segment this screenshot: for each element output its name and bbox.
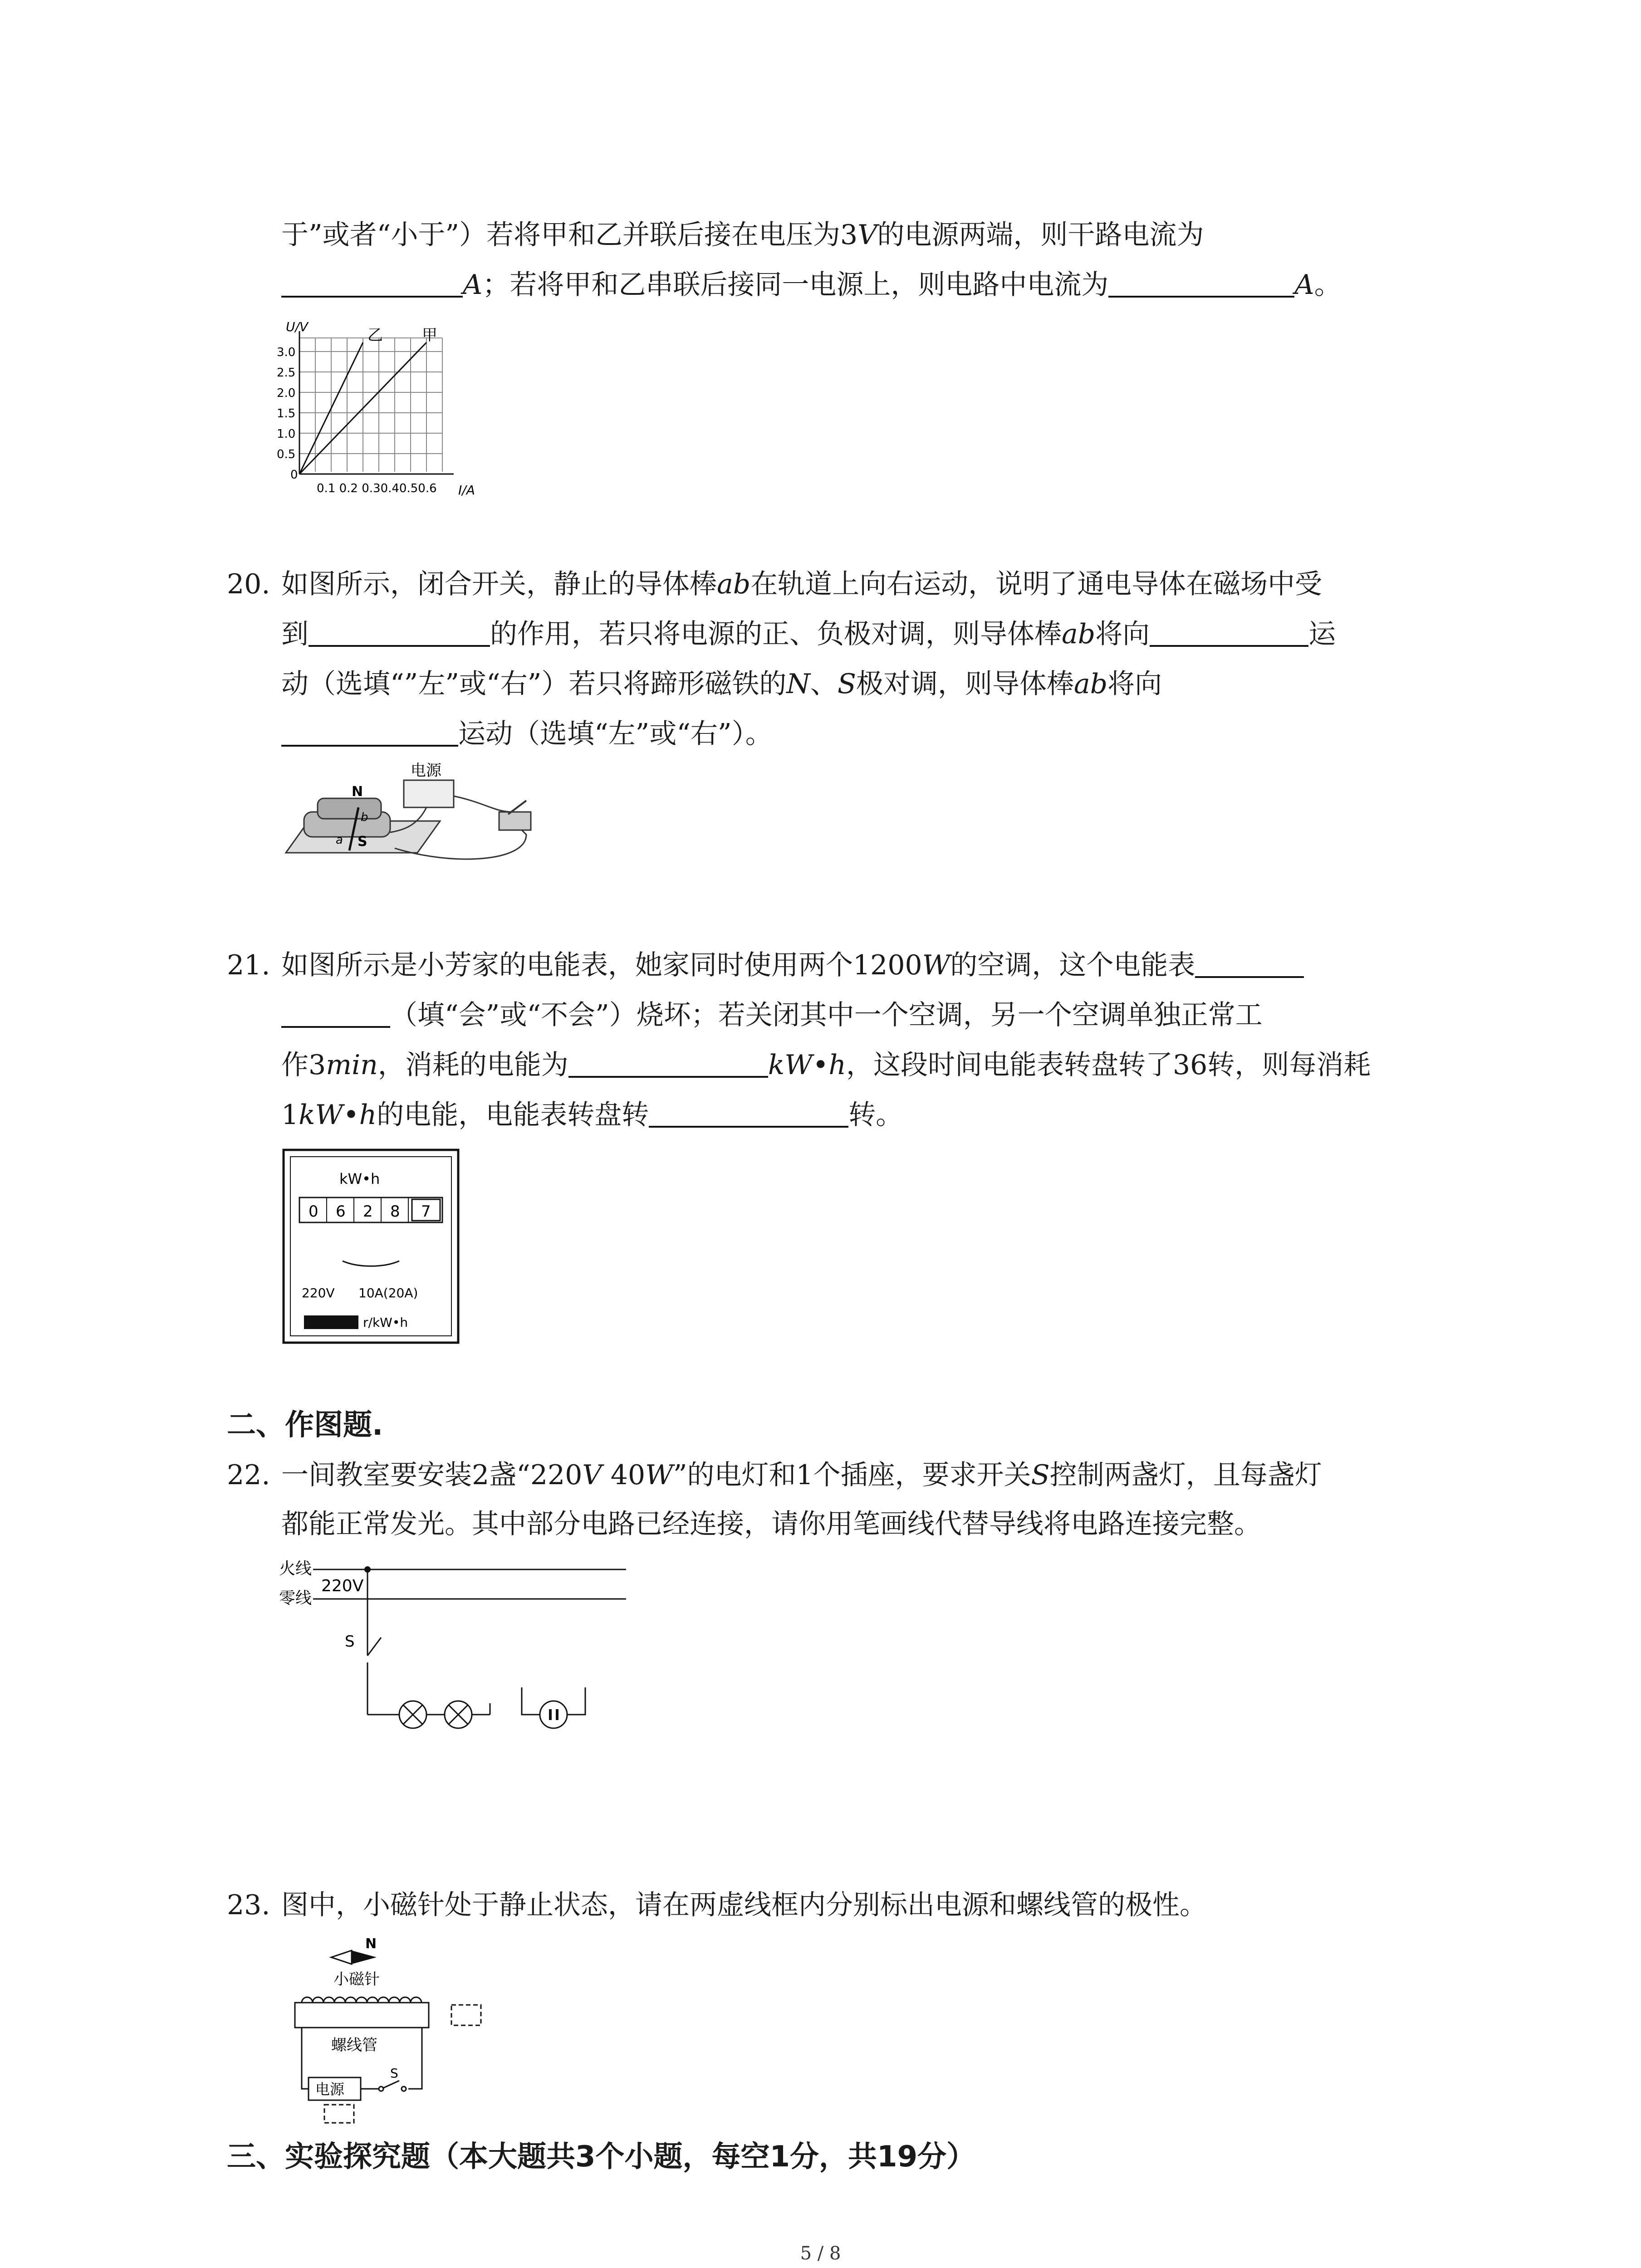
q20-line4 <box>281 716 773 752</box>
q20-text: 将向 <box>1095 618 1150 650</box>
meter-digit: 0 <box>309 1202 318 1221</box>
answer-blank-3[interactable] <box>309 617 490 647</box>
y-tick: 1.5 <box>277 407 296 420</box>
q20-text: 、 <box>810 668 838 700</box>
magnet-n-label: N <box>352 784 363 800</box>
switch-s: S <box>1031 1459 1050 1491</box>
q21-line1 <box>281 947 1304 983</box>
unit-kwh: kW•h <box>299 1099 377 1131</box>
q22-text: 都能正常发光。其中部分电路已经连接，请你用笔画线代替导线将电路连接完整。 <box>281 1508 1261 1540</box>
x-ticks: 0.1 0.2 0.30.40.50.6 <box>317 482 437 495</box>
meter-current: 10A(20A) <box>358 1286 418 1300</box>
q20-number: 20. <box>227 568 270 600</box>
voltage-label: 220V <box>321 1577 364 1595</box>
unit-w: W <box>645 1459 673 1491</box>
power-label: 电源 <box>315 2081 345 2098</box>
switch-label: S <box>390 2066 398 2081</box>
y-tick: 0.5 <box>277 448 296 461</box>
q19-ui-graph <box>272 318 508 508</box>
q21-text: ，消耗的电能为 <box>377 1049 568 1081</box>
q21-text: 如图所示是小芳家的电能表，她家同时使用两个1200 <box>281 949 922 981</box>
x-axis-label: I/A <box>458 483 475 498</box>
q19-line2 <box>281 267 1342 303</box>
q21-number: 21. <box>227 949 270 981</box>
q20-text: 到 <box>281 618 309 650</box>
meter-digit: 8 <box>390 1202 400 1221</box>
meter-covered-value <box>304 1315 358 1329</box>
meter-digit: 2 <box>363 1202 373 1221</box>
q19-text: 的电源两端，则干路电流为 <box>877 219 1204 251</box>
q23-figure[interactable] <box>281 1935 495 2125</box>
answer-blank-4[interactable] <box>1150 617 1308 647</box>
q22-circuit[interactable] <box>277 1551 631 1742</box>
meter-rev-unit: r/kW•h <box>363 1315 408 1330</box>
coil-label: 螺线管 <box>331 2036 377 2054</box>
origin-label: 0 <box>290 468 298 482</box>
q21-text: 的空调，这个电能表 <box>950 949 1195 981</box>
y-tick: 3.0 <box>277 346 296 359</box>
section-2-title: 二、作图题. <box>227 1408 383 1442</box>
unit-a: A <box>463 269 483 301</box>
unit-v: V <box>857 219 877 251</box>
answer-blank-6b[interactable] <box>281 998 390 1028</box>
q21-text: （填“会”或“不会”）烧坏；若关闭其中一个空调，另一个空调单独正常工 <box>390 999 1263 1031</box>
magnet-s-label: S <box>358 834 367 850</box>
unit-v: V <box>582 1459 602 1491</box>
y-tick: 2.0 <box>277 386 296 400</box>
q20-line2 <box>281 616 1336 652</box>
power-pole-box[interactable] <box>324 2105 354 2123</box>
q21-text: 的电能，电能表转盘转 <box>377 1099 649 1131</box>
q23-text: 图中，小磁针处于静止状态，请在两虚线框内分别标出电源和螺线管的极性。 <box>281 1889 1207 1921</box>
rod-ab: ab <box>1062 618 1096 650</box>
q21-text: 作3 <box>281 1049 326 1081</box>
series-label-yi: 乙 <box>367 326 383 344</box>
q22-text: 40 <box>602 1459 646 1491</box>
unit-w: W <box>922 949 950 981</box>
q19-text: ；若将甲和乙串联后接同一电源上，则电路中电流为 <box>482 269 1109 301</box>
unit-a: A <box>1294 269 1314 301</box>
needle-label: 小磁针 <box>333 1970 380 1989</box>
series-label-jia: 甲 <box>422 326 437 344</box>
q21-text: 1 <box>281 1099 299 1131</box>
answer-blank-7[interactable] <box>568 1048 768 1078</box>
q20-text: 运动（选填“左”或“右”）。 <box>458 718 773 750</box>
q21-line2 <box>281 997 1263 1033</box>
page-number: 5 / 8 <box>800 2243 841 2264</box>
q19-text: 。 <box>1314 269 1342 301</box>
rod-a-label: a <box>336 833 343 847</box>
meter-digit: 7 <box>421 1202 431 1221</box>
y-axis-label: U/V <box>286 319 309 334</box>
q20-text: 将向 <box>1107 668 1162 700</box>
unit-min: min <box>326 1049 378 1081</box>
meter-voltage: 220V <box>302 1286 335 1300</box>
q20-text: 在轨道上向右运动，说明了通电导体在磁场中受 <box>750 568 1323 600</box>
q19-line1 <box>281 217 1204 253</box>
q22-text: 一间教室要安装2盏“220 <box>281 1459 583 1491</box>
y-tick: 2.5 <box>277 366 296 380</box>
answer-blank-1[interactable] <box>281 268 463 298</box>
q20-text: 如图所示，闭合开关，静止的导体棒 <box>281 568 717 600</box>
answer-blank-2[interactable] <box>1108 268 1294 298</box>
unit-kwh: kW•h <box>768 1049 846 1081</box>
q22-line2 <box>281 1506 1261 1542</box>
q20-line1 <box>281 566 1322 602</box>
section-3-title: 三、实验探究题（本大题共3个小题，每空1分，共19分） <box>227 2140 976 2174</box>
q20-figure <box>281 758 554 875</box>
pole-s: S <box>837 668 856 700</box>
answer-blank-6[interactable] <box>1195 948 1304 978</box>
rod-ab: ab <box>1073 668 1108 700</box>
rod-b-label: b <box>361 811 368 824</box>
q22-number: 22. <box>227 1459 270 1491</box>
q20-text: 动（选填“”左”或“右”）若只将蹄形磁铁的 <box>281 668 787 700</box>
q21-text: ，这段时间电能表转盘转了36转，则每消耗 <box>846 1049 1371 1081</box>
q21-line4 <box>281 1097 903 1133</box>
q22-line1 <box>281 1457 1322 1493</box>
rod-ab: ab <box>717 568 751 600</box>
q21-line3 <box>281 1047 1371 1083</box>
power-label: 电源 <box>411 762 441 780</box>
answer-blank-5[interactable] <box>281 717 458 747</box>
q21-text: 转。 <box>848 1099 903 1131</box>
live-wire-label: 火线 <box>279 1559 312 1578</box>
meter-unit: kW•h <box>339 1170 380 1188</box>
q20-text: 极对调，则导体棒 <box>856 668 1074 700</box>
q21-energy-meter <box>281 1148 463 1347</box>
needle-n-label: N <box>365 1936 377 1952</box>
y-tick: 1.0 <box>277 427 296 441</box>
q20-text: 运 <box>1308 618 1336 650</box>
switch-label: S <box>345 1633 355 1651</box>
pole-n: N <box>786 668 810 700</box>
q22-text: 控制两盏灯，且每盏灯 <box>1049 1459 1322 1491</box>
q23-line1 <box>281 1887 1207 1923</box>
neutral-wire-label: 零线 <box>279 1589 312 1608</box>
q20-text: 的作用，若只将电源的正、负极对调，则导体棒 <box>490 618 1062 650</box>
answer-blank-8[interactable] <box>649 1098 848 1128</box>
q23-number: 23. <box>227 1889 270 1921</box>
solenoid-pole-box[interactable] <box>451 2005 481 2025</box>
meter-digit: 6 <box>336 1202 346 1221</box>
q19-text: 于”或者“小于”）若将甲和乙并联后接在电压为3 <box>281 219 858 251</box>
q22-text: ”的电灯和1个插座，要求开关 <box>673 1459 1031 1491</box>
q20-line3 <box>281 666 1162 702</box>
